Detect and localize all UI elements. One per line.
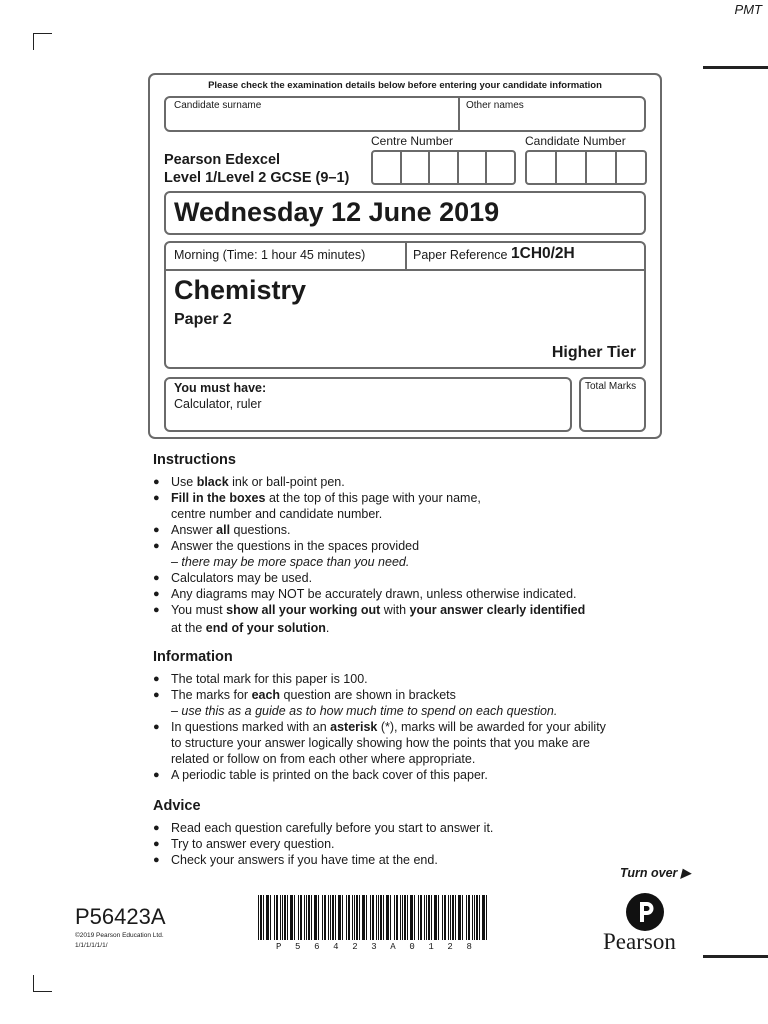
barcode-bar [274,895,275,940]
text-bold: all [216,523,231,537]
barcode-bar [282,895,283,940]
barcode-bar [280,895,281,940]
information-item [153,767,606,783]
barcode-bar [263,895,264,940]
barcode-bar [348,895,350,940]
tier-label: Higher Tier [551,344,636,361]
barcode-text [256,942,492,952]
barcode-bar [402,895,403,940]
barcode [256,895,492,940]
text: Read each question carefully before you start to answer it. [171,821,494,835]
barcode-bar [472,895,473,940]
barcode-bar [376,895,377,940]
publisher-name: Pearson [603,929,676,954]
barcode-bar [335,895,336,940]
text: You must [171,603,227,617]
candidate-digit-box[interactable] [527,152,557,183]
barcode-bar [476,895,478,940]
text-bold: Fill in the boxes [171,491,266,505]
barcode-bar [308,895,310,940]
centre-number-grid[interactable] [371,150,516,185]
advice-item [153,836,493,852]
barcode-bar [346,895,347,940]
instruction-item [153,522,585,538]
barcode-bar [486,895,487,940]
barcode-bar [276,895,278,940]
barcode-bar [294,895,295,940]
barcode-char: P [276,942,282,952]
instructions-list [153,474,585,636]
barcode-bar [431,895,432,940]
barcode-bar [378,895,379,940]
candidate-digit-box[interactable] [557,152,587,183]
barcode-bar [444,895,446,940]
barcode-bar [300,895,302,940]
text: The marks for [171,688,252,702]
candidate-names-box[interactable] [164,96,646,132]
barcode-bar [298,895,299,940]
barcode-bar [407,895,408,940]
information-section [153,649,606,783]
instruction-item [153,474,585,490]
barcode-bar [372,895,374,940]
barcode-char: 2 [447,942,453,952]
barcode-bar [258,895,259,940]
barcode-bar [383,895,384,940]
candidate-number-label: Candidate Number [525,134,626,148]
barcode-bar [442,895,443,940]
information-heading: Information [153,649,233,665]
barcode-bar [338,895,341,940]
instruction-item [153,538,585,570]
candidate-surname-label: Candidate surname [174,100,262,111]
board-name: Pearson Edexcel [164,152,281,168]
barcode-bar [260,895,262,940]
qualification-level: Level 1/Level 2 GCSE (9–1) [164,170,350,186]
barcode-bar [452,895,454,940]
barcode-bar [318,895,319,940]
exam-date-box [164,191,646,235]
text-bold: end of your solution [205,621,326,635]
text: (*), marks will be awarded for your ability [377,720,606,734]
text-bold: black [196,475,229,489]
text: at the [171,621,206,635]
names-divider [458,98,460,130]
centre-digit-box[interactable] [373,152,402,183]
barcode-bar [359,895,360,940]
text-bold: each [251,688,281,702]
barcode-bar [396,895,398,940]
total-marks-label: Total Marks [585,381,637,392]
text: Check your answers if you have time at the end. [171,853,438,867]
barcode-bar [448,895,449,940]
barcode-bar [328,895,329,940]
barcode-bar [370,895,371,940]
barcode-bar [386,895,389,940]
copyright-block [75,931,164,951]
paper-code: P56423A [75,904,166,929]
barcode-bar [311,895,312,940]
barcode-bar [284,895,286,940]
exam-board [164,151,349,187]
barcode-char: 5 [295,942,301,952]
information-item [153,671,606,687]
barcode-bar [482,895,485,940]
text: Try to answer every question. [171,837,335,851]
right-edge-rule-top [703,66,768,69]
text: A periodic table is printed on the back cover of this paper. [171,768,488,782]
text: at the top of this page with your name, [265,491,481,505]
text: related or follow on from each other where appropriate. [171,752,476,766]
candidate-number-grid[interactable] [525,150,647,185]
barcode-bar [420,895,422,940]
text: question are shown in brackets [280,688,456,702]
barcode-bar [428,895,430,940]
barcode-bar [462,895,463,940]
barcode-bar [474,895,475,940]
barcode-bar [330,895,331,940]
text-bold: asterisk [330,720,378,734]
information-item [153,687,606,719]
text: Calculators may be used. [171,571,313,585]
barcode-char: 6 [314,942,320,952]
barcode-bar [438,895,439,940]
barcode-bar [468,895,470,940]
subject-box-rule [166,269,644,271]
text-italic: – there may be more space than you need. [171,555,410,569]
subject-box [164,241,646,369]
other-names-label: Other names [466,100,524,111]
centre-digit-box[interactable] [430,152,459,183]
crop-mark-top-left [33,33,52,50]
barcode-char: 3 [371,942,377,952]
candidate-digit-box[interactable] [587,152,617,183]
must-have-items: Calculator, ruler [174,397,262,411]
barcode-bar [270,895,271,940]
text: Any diagrams may NOT be accurately drawn, unless otherwise indicated. [171,587,577,601]
barcode-bar [410,895,413,940]
barcode-char: 0 [409,942,415,952]
exam-session: Morning (Time: 1 hour 45 minutes) [174,248,366,262]
barcode-bar [287,895,288,940]
barcode-bar [434,895,437,940]
instruction-item [153,490,585,522]
text: . [325,621,330,635]
instruction-item [153,602,585,636]
text: The total mark for this paper is 100. [171,672,368,686]
text: questions. [230,523,291,537]
barcode-bar [414,895,415,940]
barcode-bar [356,895,358,940]
barcode-bar [342,895,343,940]
barcode-bar [418,895,419,940]
centre-number-label: Centre Number [371,134,454,148]
barcode-bar [314,895,317,940]
barcode-bar [354,895,355,940]
barcode-char: 4 [333,942,339,952]
barcode-bar [466,895,467,940]
paper-reference-code: 1CH0/2H [511,245,575,262]
barcode-bar [322,895,323,940]
centre-digit-box[interactable] [487,152,514,183]
text-continuation [171,620,585,636]
paper-reference-label: Paper Reference [413,248,508,262]
text-bold: your answer clearly identified [409,603,586,617]
text: centre number and candidate number. [171,507,383,521]
text: Use [171,475,197,489]
barcode-bar [458,895,461,940]
text: Answer the questions in the spaces provided [171,539,420,553]
subject-box-divider [405,243,407,269]
barcode-bar [426,895,427,940]
barcode-char: 8 [466,942,472,952]
instruction-item [153,570,585,586]
barcode-bar [266,895,269,940]
barcode-bar [455,895,456,940]
barcode-bar [304,895,305,940]
print-code: 1/1/1/1/1/1/ [75,942,108,949]
copyright: ©2019 Pearson Education Ltd. [75,932,164,939]
must-have-box [164,377,572,432]
barcode-char: 2 [352,942,358,952]
barcode-bar [394,895,395,940]
centre-digit-box[interactable] [402,152,431,183]
instructions-section [153,452,585,636]
barcode-bar [400,895,401,940]
barcode-bar [404,895,406,940]
centre-digit-box[interactable] [459,152,488,183]
barcode-char: 1 [428,942,434,952]
advice-item [153,820,493,836]
must-have-label: You must have: [174,381,267,395]
text: Answer [171,523,217,537]
barcode-bar [424,895,425,940]
text: with [380,603,410,617]
barcode-bar [366,895,367,940]
barcode-char: A [390,942,396,952]
corner-label: PMT [734,2,762,17]
advice-item [153,852,493,868]
instructions-heading: Instructions [153,452,236,468]
right-edge-rule-bottom [703,955,768,958]
text-bold: show all your working out [226,603,381,617]
barcode-bar [290,895,293,940]
barcode-bar [479,895,480,940]
text: ink or ball-point pen. [228,475,345,489]
total-marks-box[interactable] [579,377,646,432]
barcode-bar [306,895,307,940]
barcode-bar [390,895,391,940]
barcode-bar [380,895,382,940]
barcode-bar [450,895,451,940]
check-note: Please check the examination details below before entering your candidate information [208,80,602,91]
text-italic: – use this as a guide as to how much time to spend on each question. [171,704,558,718]
advice-heading: Advice [153,798,201,814]
text: In questions marked with an [171,720,331,734]
candidate-digit-box[interactable] [617,152,645,183]
exam-date: Wednesday 12 June 2019 [174,197,500,227]
advice-list [153,820,493,868]
barcode-bar [324,895,326,940]
information-item [153,719,606,767]
paper-number: Paper 2 [174,311,232,328]
barcode-bar [362,895,365,940]
pearson-logo-icon [626,893,664,931]
text: to structure your answer logically showing how the points that you make are [171,736,590,750]
barcode-bar [352,895,353,940]
subject-title: Chemistry [174,275,307,305]
turn-over-label: Turn over ▶ [620,866,691,880]
advice-section [153,798,493,868]
barcode-bar [332,895,334,940]
information-list [153,671,606,783]
crop-mark-bottom-left [33,975,52,992]
instruction-item [153,586,585,602]
